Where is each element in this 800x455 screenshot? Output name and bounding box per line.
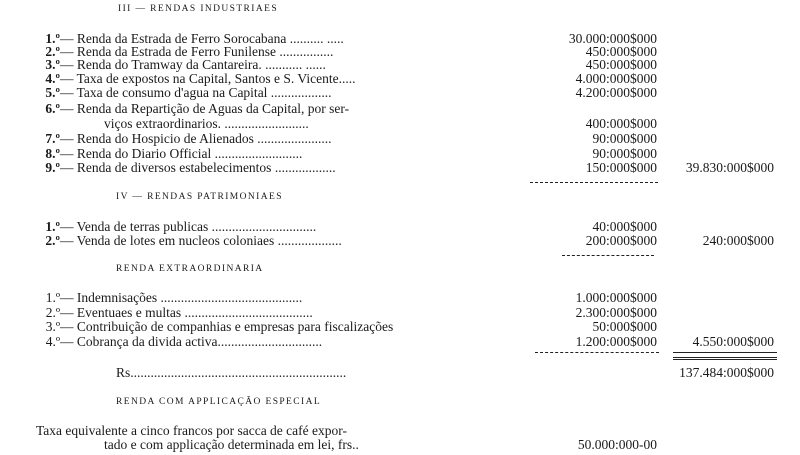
table-row: 6.º — Renda da Repartição de Aguas da Capital, por ser- (45, 101, 350, 116)
grand-total-row: Rs................................................................ 137.484:000$000 (116, 365, 774, 380)
table-row: viços extraordinarios. ......................... 400:000$000 (104, 116, 657, 131)
table-row: 2.º — Renda da Estrada de Ferro Funilense ................ 450:000$000 (45, 44, 657, 59)
subtotal-rule (673, 352, 777, 353)
table-row: Taxa equivalente a cinco francos por sacca de café expor- (36, 423, 347, 438)
grand-total: 137.484:000$000 (679, 365, 774, 380)
extra-title: RENDA EXTRAORDINARIA (116, 264, 264, 274)
subtotal-rule (535, 352, 659, 353)
grand-total-rule (673, 357, 777, 360)
table-row: 8.º — Renda do Diario Official .......................... 90:000$000 (45, 146, 657, 161)
table-row: 1.º — Venda de terras publicas ............................... 40:000$000 (45, 219, 657, 234)
special-title: RENDA COM APPLICAÇÃO ESPECIAL (116, 397, 322, 407)
table-row: 5.º — Taxa de consumo d'agua na Capital .................. 4.200:000$000 (45, 85, 657, 100)
section-3-total: 39.830:000$000 (685, 160, 774, 175)
table-row: tado e com applicação determinada em lei, frs.. 50.000:000-00 (104, 437, 657, 452)
table-row: 3.º — Contribuição de companhias e empresas para fiscalizações 50:000$000 (45, 319, 657, 334)
section-4-total: 240:000$000 (702, 233, 774, 248)
table-row: 4.º — Cobrança da divida activa............................... 1.200:000$000 4.550:000$000 (45, 334, 774, 349)
section-3-title: III — RENDAS INDUSTRIAES (118, 4, 278, 14)
table-row: 3.º — Renda do Tramway da Cantareira. ........... ...... 450:000$000 (45, 57, 657, 72)
table-row: 9.º — Renda de diversos estabelecimentos .................. 150:000$000 39.830:000$000 (45, 160, 774, 175)
table-row: 1.º — Renda da Estrada de Ferro Sorocabana .......... ..... 30.000:000$000 (45, 31, 657, 46)
table-row: 4.º — Taxa de expostos na Capital, Santos e S. Vicente..... 4.000:000$000 (45, 71, 657, 86)
extra-total: 4.550:000$000 (692, 334, 774, 349)
table-row: 1.º — Indemnisações .......................................... 1.000:000$000 (45, 290, 657, 305)
table-row: 2.º — Venda de lotes em nucleos coloniaes ................... 200:000$000 240:000$000 (45, 233, 774, 248)
table-row: 2.º — Eventuaes e multas ...................................... 2.300:000$000 (45, 305, 657, 320)
subtotal-rule (530, 182, 658, 183)
section-4-title: IV — RENDAS PATRIMONIAES (116, 192, 283, 202)
subtotal-rule (562, 255, 654, 256)
table-row: 7.º — Renda do Hospicio de Alienados ...................... 90:000$000 (45, 131, 657, 146)
